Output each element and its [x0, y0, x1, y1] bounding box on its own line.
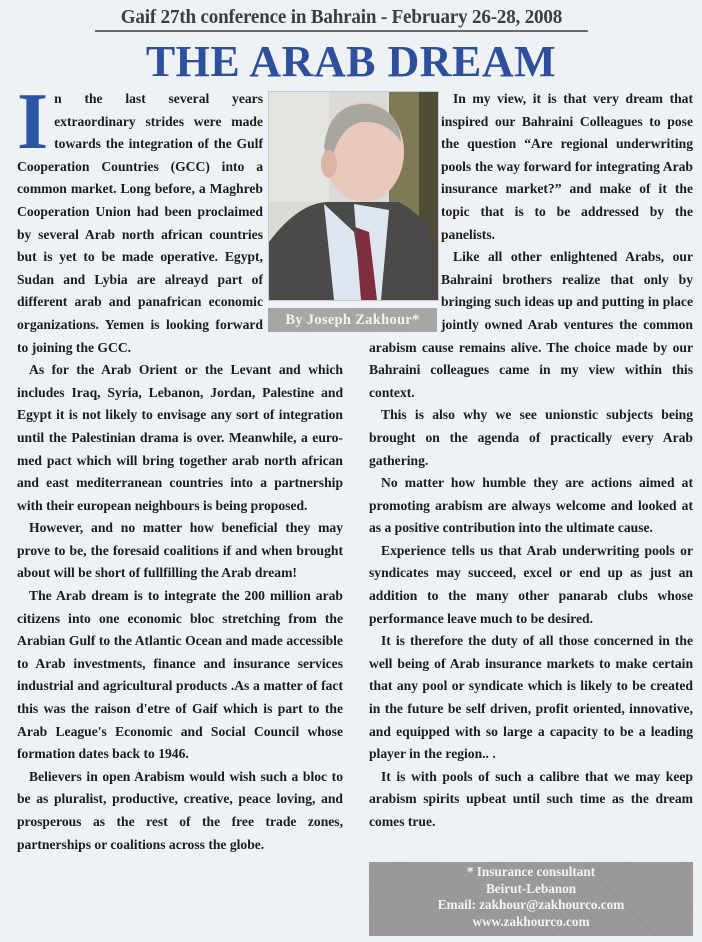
photo-float-spacer — [369, 246, 441, 336]
paragraph: Experience tells us that Arab underwriting pools or syndicates may succeed, excel or end up as just an addition to the many other panarab clubs whose performance leave much to be desired. — [369, 542, 693, 626]
paragraph: The Arab dream is to integrate the 200 million arab citizens into one economic bloc stretching from the Arabian Gulf to the Atlantic Ocean and made accessible to Arab investments, finance and insurance services industrial and agricultural products .As a matter of fact this was the raison d'etre of Gaif which is part to the Arab League's Economic and Social Council whose formation dates back to 1946. — [17, 588, 343, 762]
author-contact-box — [369, 862, 693, 936]
paragraph: It is with pools of such a calibre that we may keep arabism spirits upbeat until such time as the dream comes true. — [369, 768, 693, 829]
paragraph: Believers in open Arabism would wish such a bloc to be as pluralist, productive, creative, peace loving, and prosperous as the rest of the free trade zones, partnerships or coalitions across the globe. — [17, 768, 343, 852]
paragraph: However, and no matter how beneficial they may prove to be, the foresaid coalitions if and when brought about will be short of fullfilling the Arab dream! — [17, 520, 343, 581]
author-website[interactable]: www.zakhourco.com — [472, 913, 590, 929]
right-column — [369, 88, 693, 834]
paragraph: As for the Arab Orient or the Levant and which includes Iraq, Syria, Lebanon, Jordan, Palestine and Egypt it is not likely to envisage any sort of integration until the Palestinian drama is over. Meanwhile, a euro-med pact which will bring together arab north african and east mediterranean countries into a partnership with their european neighbours is being proposed. — [17, 362, 343, 513]
paragraph: No matter how humble they are actions aimed at promoting arabism are always welcome and looked at as a positive contribution into the ultimate cause. — [369, 475, 693, 536]
paragraph-intro — [17, 78, 263, 359]
article-title: THE ARAB DREAM — [145, 37, 557, 86]
paragraph: It is therefore the duty of all those concerned in the well being of Arab insurance markets to make certain that any pool or syndicate which is likely to be created in the future be self driven, profit oriented, innovative, and equipped with so large a capacity to be a leading player in the region.. . — [369, 633, 693, 762]
paragraph: In my view, it is that very dream that inspired our Bahraini Colleagues to pose the question “Are regional underwriting pools the way forward for integrating Arab insurance market?” and make of it the topic that is to be addressed by the panelists. — [441, 91, 693, 242]
paragraph-text: Like all other enlightened Arabs, our Bahraini brothers realize that only by bringing such ideas up and putting in place jointly owned Arab ventures the common arabism cause remains alive. The choice made by our Bahraini colleagues came in my view within this context. — [369, 249, 693, 400]
author-byline: By Joseph Zakhour* — [268, 308, 437, 332]
conference-header: Gaif 27th conference in Bahrain - February 26-28, 2008 — [95, 6, 588, 32]
author-role: * Insurance consultant — [466, 864, 596, 879]
paragraph-intro-text: n the last several years extraordinary strides were made towards the integration of the Gulf Cooperation Countries (GCC) into a common market. Long before, a Maghreb Cooperation Union had been proclaimed by several Arab north african countries but is yet to be made operative. Egypt, Sudan and Lybia are alreayd part of different arab and panafrican economic organizations. Yemen is looking forward to joining the GCC. — [17, 91, 263, 355]
left-column-top — [17, 78, 263, 359]
author-location: Beirut-Lebanon — [485, 880, 577, 896]
paragraph: This is also why we see unionstic subjects being brought on the agenda of practically every Arab gathering. — [369, 407, 693, 468]
drop-cap: I — [17, 78, 49, 166]
author-email[interactable]: Email: zakhour@zakhourco.com — [437, 897, 625, 912]
paragraph — [369, 246, 693, 404]
